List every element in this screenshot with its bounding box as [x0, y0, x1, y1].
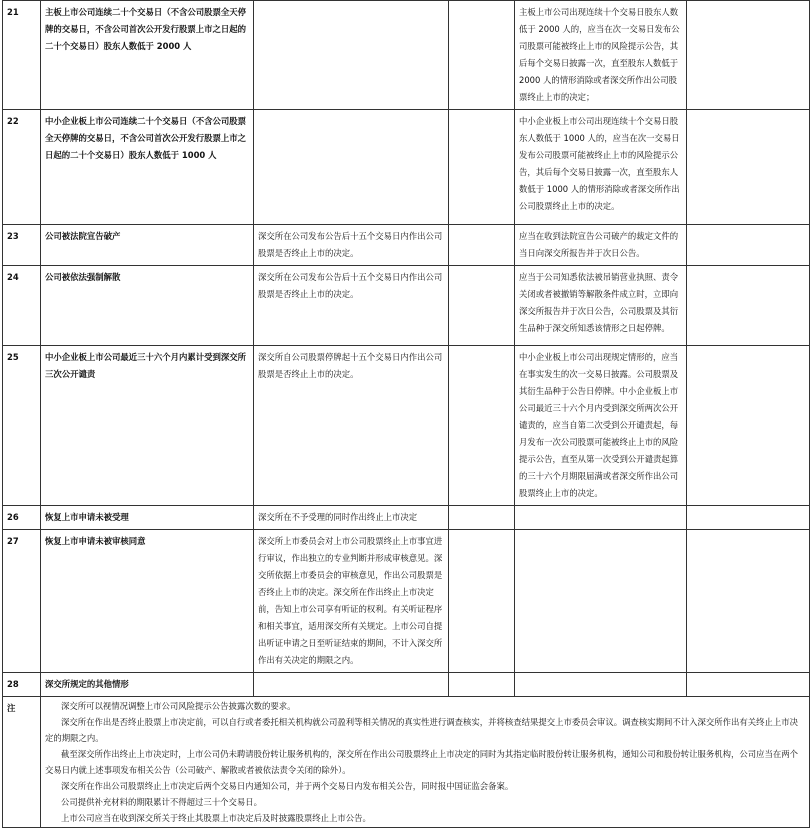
row-announcement — [515, 673, 687, 697]
notes-row — [3, 697, 810, 828]
row-announcement: 中小企业板上市公司出现规定情形的，应当在事实发生的次一交易日披露。公司股票及其衍生品种于公告日停牌。中小企业板上市公司最近三十六个月内受到深交所两次公开谴责的，应当自第二次受到公开谴责起，每月发布一次公司股票可能被终止上市的风险提示公告，直至从第一次受到公开谴责起算的三十六个月期限届满或者深交所作出公司股票终止上市的决定。 — [515, 346, 687, 506]
row-blank — [687, 530, 810, 673]
notes-content — [41, 697, 810, 828]
row-decision: 深交所上市委员会对上市公司股票终止上市事宜进行审议，作出独立的专业判断并形成审核意见。深交所依据上市委员会的审核意见，作出公司股票是否终止上市的决定。深交所在作出终止上市决定前，告知上市公司享有听证的权利。有关听证程序和相关事宜，适用深交所有关规定。上市公司自提出听证申请之日至听证结束的期间，不计入深交所作出有关决定的期限之内。 — [254, 530, 449, 673]
row-number: 27 — [3, 530, 41, 673]
row-col4 — [449, 225, 515, 266]
row-number: 24 — [3, 266, 41, 346]
row-decision — [254, 1, 449, 110]
row-number: 21 — [3, 1, 41, 110]
row-col4 — [449, 530, 515, 673]
row-blank — [687, 110, 810, 225]
row-condition: 恢复上市申请未被审核同意 — [41, 530, 254, 673]
row-decision: 深交所在不予受理的同时作出终止上市决定 — [254, 506, 449, 530]
row-blank — [687, 346, 810, 506]
row-blank — [687, 225, 810, 266]
notes-label: 注 — [3, 697, 41, 828]
row-condition: 主板上市公司连续二十个交易日（不含公司股票全天停牌的交易日，不含公司首次公开发行股票上市之日起的二十个交易日）股东人数低于 2000 人 — [41, 1, 254, 110]
row-number: 28 — [3, 673, 41, 697]
table-row — [3, 1, 810, 110]
table-row — [3, 225, 810, 266]
note-line: 深交所在作出是否终止股票上市决定前，可以自行或者委托相关机构就公司盈利等相关情况的真实性进行调查核实，并将核查结果提交上市委员会审议。调查核实期间不计入深交所作出有关终止上市决定的期限之内。 — [45, 717, 798, 743]
row-decision — [254, 110, 449, 225]
row-condition: 公司被法院宣告破产 — [41, 225, 254, 266]
row-col4 — [449, 346, 515, 506]
row-number: 23 — [3, 225, 41, 266]
row-announcement — [515, 506, 687, 530]
table-row — [3, 530, 810, 673]
row-col4 — [449, 1, 515, 110]
table-row — [3, 346, 810, 506]
row-decision: 深交所自公司股票停牌起十五个交易日内作出公司股票是否终止上市的决定。 — [254, 346, 449, 506]
table-row — [3, 673, 810, 697]
row-announcement: 主板上市公司出现连续十个交易日股东人数低于 2000 人的，应当在次一交易日发布公司股票可能被终止上市的风险提示公告，其后每个交易日披露一次，直至股东人数低于 2000 人的情形消除或者深交所作出公司股票终止上市的决定； — [515, 1, 687, 110]
row-decision — [254, 673, 449, 697]
table-row — [3, 506, 810, 530]
row-announcement: 应当于公司知悉依法被吊销营业执照、责令关闭或者被撤销等解散条件成立时，立即向深交所报告并于次日公告，公司股票及其衍生品种于深交所知悉该情形之日起停牌。 — [515, 266, 687, 346]
row-announcement: 中小企业板上市公司出现连续十个交易日股东人数低于 1000 人的，应当在次一交易日发布公司股票可能被终止上市的风险提示公告，其后每个交易日披露一次，直至股东人数低于 1000 人的情形消除或者深交所作出公司股票终止上市的决定。 — [515, 110, 687, 225]
row-blank — [687, 1, 810, 110]
row-condition: 中小企业板上市公司最近三十六个月内累计受到深交所三次公开谴责 — [41, 346, 254, 506]
row-col4 — [449, 110, 515, 225]
row-col4 — [449, 506, 515, 530]
row-number: 25 — [3, 346, 41, 506]
note-line: 截至深交所作出终止上市决定时，上市公司仍未聘请股份转让服务机构的，深交所在作出公司股票终止上市决定的同时为其指定临时股份转让服务机构，通知公司和股份转让服务机构，公司应当在两个交易日内就上述事项发布相关公告（公司破产、解散或者被依法责令关闭的除外）。 — [45, 749, 798, 775]
row-number: 22 — [3, 110, 41, 225]
row-condition: 中小企业板上市公司连续二十个交易日（不含公司股票全天停牌的交易日，不含公司首次公开发行股票上市之日起的二十个交易日）股东人数低于 1000 人 — [41, 110, 254, 225]
row-number: 26 — [3, 506, 41, 530]
note-line: 上市公司应当在收到深交所关于终止其股票上市决定后及时披露股票终止上市公告。 — [61, 813, 371, 823]
delisting-table — [2, 0, 810, 828]
row-blank — [687, 506, 810, 530]
row-condition: 公司被依法强制解散 — [41, 266, 254, 346]
table-row — [3, 110, 810, 225]
row-blank — [687, 266, 810, 346]
table-row — [3, 266, 810, 346]
row-col4 — [449, 266, 515, 346]
row-condition: 深交所规定的其他情形 — [41, 673, 254, 697]
row-decision: 深交所在公司发布公告后十五个交易日内作出公司股票是否终止上市的决定。 — [254, 266, 449, 346]
row-condition: 恢复上市申请未被受理 — [41, 506, 254, 530]
row-announcement — [515, 530, 687, 673]
row-blank — [687, 673, 810, 697]
row-decision: 深交所在公司发布公告后十五个交易日内作出公司股票是否终止上市的决定。 — [254, 225, 449, 266]
note-line: 深交所在作出公司股票终止上市决定后两个交易日内通知公司，并于两个交易日内发布相关公告，同时报中国证监会备案。 — [61, 781, 514, 791]
row-col4 — [449, 673, 515, 697]
note-line: 深交所可以视情况调整上市公司风险提示公告披露次数的要求。 — [61, 701, 296, 711]
note-line: 公司提供补充材料的期限累计不得超过三十个交易日。 — [61, 797, 262, 807]
row-announcement: 应当在收到法院宣告公司破产的裁定文件的当日向深交所报告并于次日公告。 — [515, 225, 687, 266]
